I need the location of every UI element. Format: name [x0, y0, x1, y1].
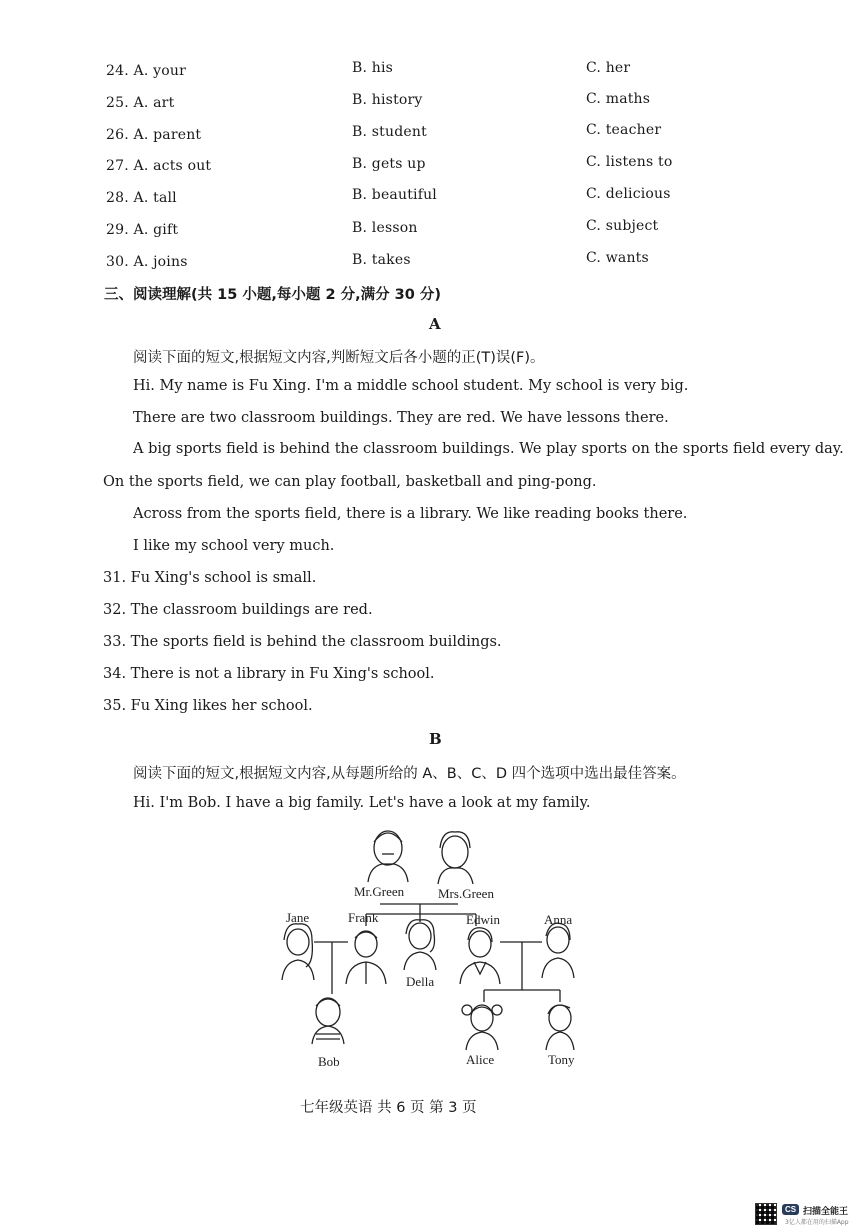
option-29-a: 29. A. gift: [106, 222, 179, 238]
family-tree-illustration: [270, 822, 600, 1070]
tony-figure: [546, 1005, 574, 1050]
option-30-a: 30. A. joins: [106, 254, 188, 270]
page-footer: 七年级英语 共 6 页 第 3 页: [300, 1100, 477, 1116]
label-bob: Bob: [318, 1054, 340, 1069]
option-29-c: C. subject: [586, 218, 659, 234]
section-title: 三、阅读理解(共 15 小题,每小题 2 分,满分 30 分): [104, 287, 442, 303]
option-30-b: B. takes: [352, 252, 411, 268]
part-a-instruction: 阅读下面的短文,根据短文内容,判断短文后各小题的正(T)误(F)。: [133, 350, 545, 366]
label-frank: Frank: [348, 910, 379, 925]
edwin-figure: [460, 928, 500, 984]
question-35: 35. Fu Xing likes her school.: [103, 698, 313, 714]
question-31: 31. Fu Xing's school is small.: [103, 570, 317, 586]
watermark-app-name: 扫描全能王: [803, 1207, 849, 1217]
part-a-para-5: I like my school very much.: [133, 538, 335, 554]
option-25-b: B. history: [352, 92, 423, 108]
part-b-heading: B: [429, 730, 442, 748]
part-a-para-3-line-2: On the sports field, we can play football, basketball and ping-pong.: [103, 474, 597, 490]
cs-logo: CS: [782, 1204, 799, 1215]
option-25-c: C. maths: [586, 91, 651, 107]
option-28-c: C. delicious: [586, 186, 671, 202]
part-b-instruction: 阅读下面的短文,根据短文内容,从每题所给的 A、B、C、D 四个选项中选出最佳答案。: [133, 766, 686, 782]
option-28-a: 28. A. tall: [106, 190, 177, 206]
label-mrs-green: Mrs.Green: [438, 886, 494, 901]
part-a-para-3-line-1: A big sports field is behind the classroom buildings. We play sports on the sports field every day.: [133, 441, 844, 457]
option-27-a: 27. A. acts out: [106, 158, 212, 174]
della-figure: [404, 920, 436, 970]
option-27-b: B. gets up: [352, 156, 426, 172]
frank-figure: [346, 931, 386, 984]
label-alice: Alice: [466, 1052, 495, 1067]
option-26-a: 26. A. parent: [106, 127, 202, 143]
mrs-green-figure: [438, 832, 473, 884]
option-26-c: C. teacher: [586, 122, 662, 138]
option-25-a: 25. A. art: [106, 95, 175, 111]
option-24-a: 24. A. your: [106, 63, 186, 79]
bob-figure: [312, 998, 344, 1044]
label-tony: Tony: [548, 1052, 575, 1067]
mr-green-figure: [368, 831, 408, 882]
option-26-b: B. student: [352, 124, 427, 140]
question-33: 33. The sports field is behind the classroom buildings.: [103, 634, 502, 650]
label-della: Della: [406, 974, 435, 989]
alice-figure: [462, 1005, 502, 1050]
watermark-subtitle: 3亿人都在用的扫描App: [785, 1219, 849, 1226]
option-24-b: B. his: [352, 60, 394, 76]
question-32: 32. The classroom buildings are red.: [103, 602, 373, 618]
part-a-para-2: There are two classroom buildings. They are red. We have lessons there.: [133, 410, 669, 426]
label-jane: Jane: [286, 910, 310, 925]
anna-figure: [542, 923, 574, 978]
label-mr-green: Mr.Green: [354, 884, 405, 899]
option-29-b: B. lesson: [352, 220, 418, 236]
option-30-c: C. wants: [586, 250, 649, 266]
label-anna: Anna: [544, 912, 573, 927]
question-34: 34. There is not a library in Fu Xing's school.: [103, 666, 435, 682]
jane-figure: [282, 924, 314, 980]
part-b-intro: Hi. I'm Bob. I have a big family. Let's have a look at my family.: [133, 795, 591, 811]
label-edwin: Edwin: [466, 912, 500, 927]
option-27-c: C. listens to: [586, 154, 673, 170]
option-28-b: B. beautiful: [352, 187, 437, 203]
option-24-c: C. her: [586, 60, 631, 76]
part-a-para-1: Hi. My name is Fu Xing. I'm a middle school student. My school is very big.: [133, 378, 689, 394]
scanner-watermark: [755, 1202, 855, 1226]
qr-code-icon: [755, 1203, 777, 1225]
part-a-para-4: Across from the sports field, there is a library. We like reading books there.: [133, 506, 688, 522]
part-a-heading: A: [429, 315, 441, 333]
